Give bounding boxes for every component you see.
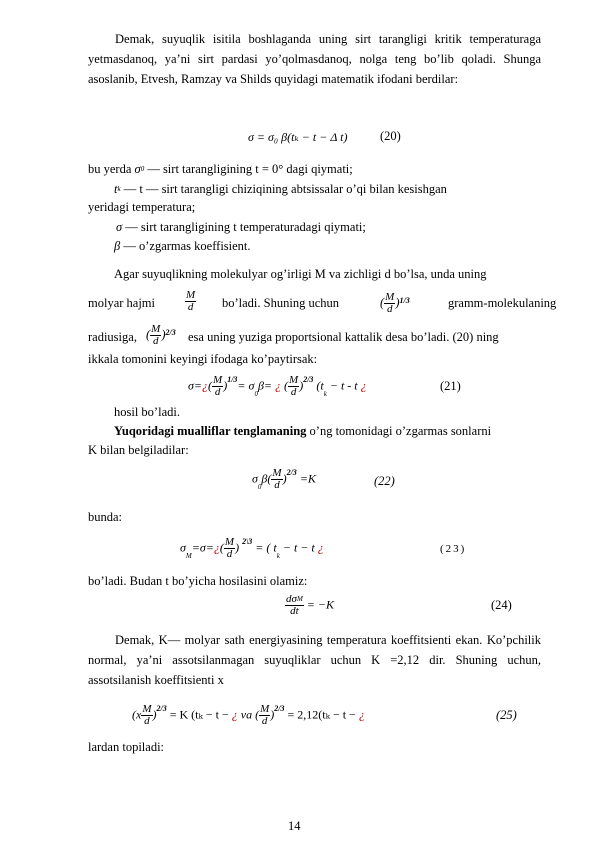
power-two-thirds: ( $\frac{M}{d}$ )$^{2/3}$ (146, 323, 176, 347)
equation-20-formula: σ = σ₀ β(tₖ − t − Δ t) (248, 130, 348, 144)
equation-25-mid: = K (tₖ − t − (169, 707, 229, 722)
definition-beta-text: — o’zgarmas koeffisient. (123, 239, 251, 253)
equation-25-rhs: = 2,12(tₖ − t − (287, 707, 356, 722)
equation-25-va: va (240, 707, 253, 722)
equation-20-number: (20) (380, 129, 401, 143)
paragraph-3-rest: o’ng tomonidagi o’zgarmas sonlarni (306, 424, 492, 438)
paragraph-2-line-3b: esa uning yuziga proportsional kattalik desa bo’ladi. (20) ning (188, 330, 499, 344)
lardan-text: lardan topiladi: (88, 740, 165, 754)
definition-beta: β — o’zgarmas koeffisient. (114, 239, 251, 253)
definition-sigma-text: — sirt tarangligining t temperaturadagi qiymati; (125, 220, 366, 234)
definition-tk: tk — t — sirt tarangligi chiziqining abtsissalar o’qi bilan kesishgan (114, 182, 447, 196)
definition-tk-text: — t — sirt tarangligi chiziqining abtsissalar o’qi bilan kesishgan (123, 182, 447, 196)
power-one-third: ( $\frac{M}{d}$ )$^{1/3}$ (380, 291, 410, 315)
paragraph-4-line: bo’ladi. Budan t bo’yicha hosilasini olamiz: (88, 574, 308, 588)
equation-20 (248, 130, 347, 145)
equation-25: (x $\frac{M}{d}$ )$^{2/3}$ = K (tₖ − t − ¿ va ( $\frac{M}{d}$ )$^{2/3}$ = 2,12(tₖ − t − ¿ (132, 703, 365, 727)
molar-volume-text: molyar hajmi (88, 296, 155, 310)
equation-24-number: (24) (491, 598, 512, 612)
bunda-text: bunda: (88, 510, 123, 524)
paragraph-2-line-3a: radiusiga, (88, 330, 137, 344)
definition-tk-continued: yeridagi temperatura; (88, 200, 196, 214)
equation-22-rhs: =K (299, 471, 316, 486)
equation-25-number: (25) (496, 708, 517, 722)
fraction-M-over-d: $\frac{M}{d}$ (186, 289, 196, 313)
equation-24: $\frac{\text{dσM}}{dt}$ = −K (286, 593, 334, 617)
paragraph-2-line-4: ikkala tomonini keyingi ifodaga ko’paytirsak: (88, 352, 318, 366)
equation-22-number: (22) (374, 474, 395, 488)
definition-sigma0: bu yerda σ0 — sirt tarangligining t = 0° dagi qiymati; (88, 162, 353, 176)
equation-21-number: (21) (440, 379, 461, 393)
equation-23: σM=σ=¿( $\frac{M}{d}$ ) $^{2\backslash 3}$ = ( tk − t − t ¿ (180, 536, 324, 560)
paragraph-3-bold: Yuqoridagi mualliflar tenglamaning (114, 424, 307, 438)
definition-intro: bu yerda (88, 162, 132, 176)
page-number: 14 (288, 819, 301, 833)
paragraph-2-line-1: Agar suyuqlikning molekulyar og’irligi M va zichligi d bo’lsa, unda uning (114, 267, 487, 281)
paragraph-3-line-1 (114, 422, 541, 440)
paragraph-1: Demak, suyuqlik isitila boshlaganda uning sirt tarangligi kritik temperaturaga yetmasdanoq, ya’ni sirt pardasi yo’qolmasdanoq, nolga teng bo’lib qoladi. Shunga asoslanib, Etvesh, Ramzay va Shilds quyidagi matematik ifodani berdilar: (88, 32, 541, 86)
equation-22: σ0β( $\frac{M}{d}$ )$^{2/3}$ =K (252, 467, 316, 491)
paragraph-3-line-2: K bilan belgiladilar: (88, 443, 189, 457)
paragraph-2-line-2b: bo’ladi. Shuning uchun (222, 296, 340, 310)
hosil-text: hosil bo’ladi. (114, 405, 180, 419)
equation-23-number: (23) (440, 543, 467, 555)
definition-sigma0-text: — sirt tarangligining t = 0° dagi qiymati; (147, 162, 353, 176)
paragraph-2-line-2c: gramm-molekulaning (448, 296, 557, 310)
equation-24-rhs: = −K (306, 597, 334, 612)
equation-21: σ=¿( $\frac{M}{d}$ )$^{1/3}$= σ0β= ¿ ( $\frac{M}{d}$ )$^{2/3}$ (tk − t - t ¿ (188, 374, 367, 398)
definition-sigma: σ — sirt tarangligining t temperaturadagi qiymati; (116, 220, 366, 234)
paragraph-5: Demak, K— molyar sath energiyasining temperatura koeffitsienti ekan. Ko’pchilik normal, ya’ni assotsilanmagan suyuqliklar uchun K =2,12 dir. Shuning uchun, assotsilanish koeffitsienti x (88, 633, 541, 687)
